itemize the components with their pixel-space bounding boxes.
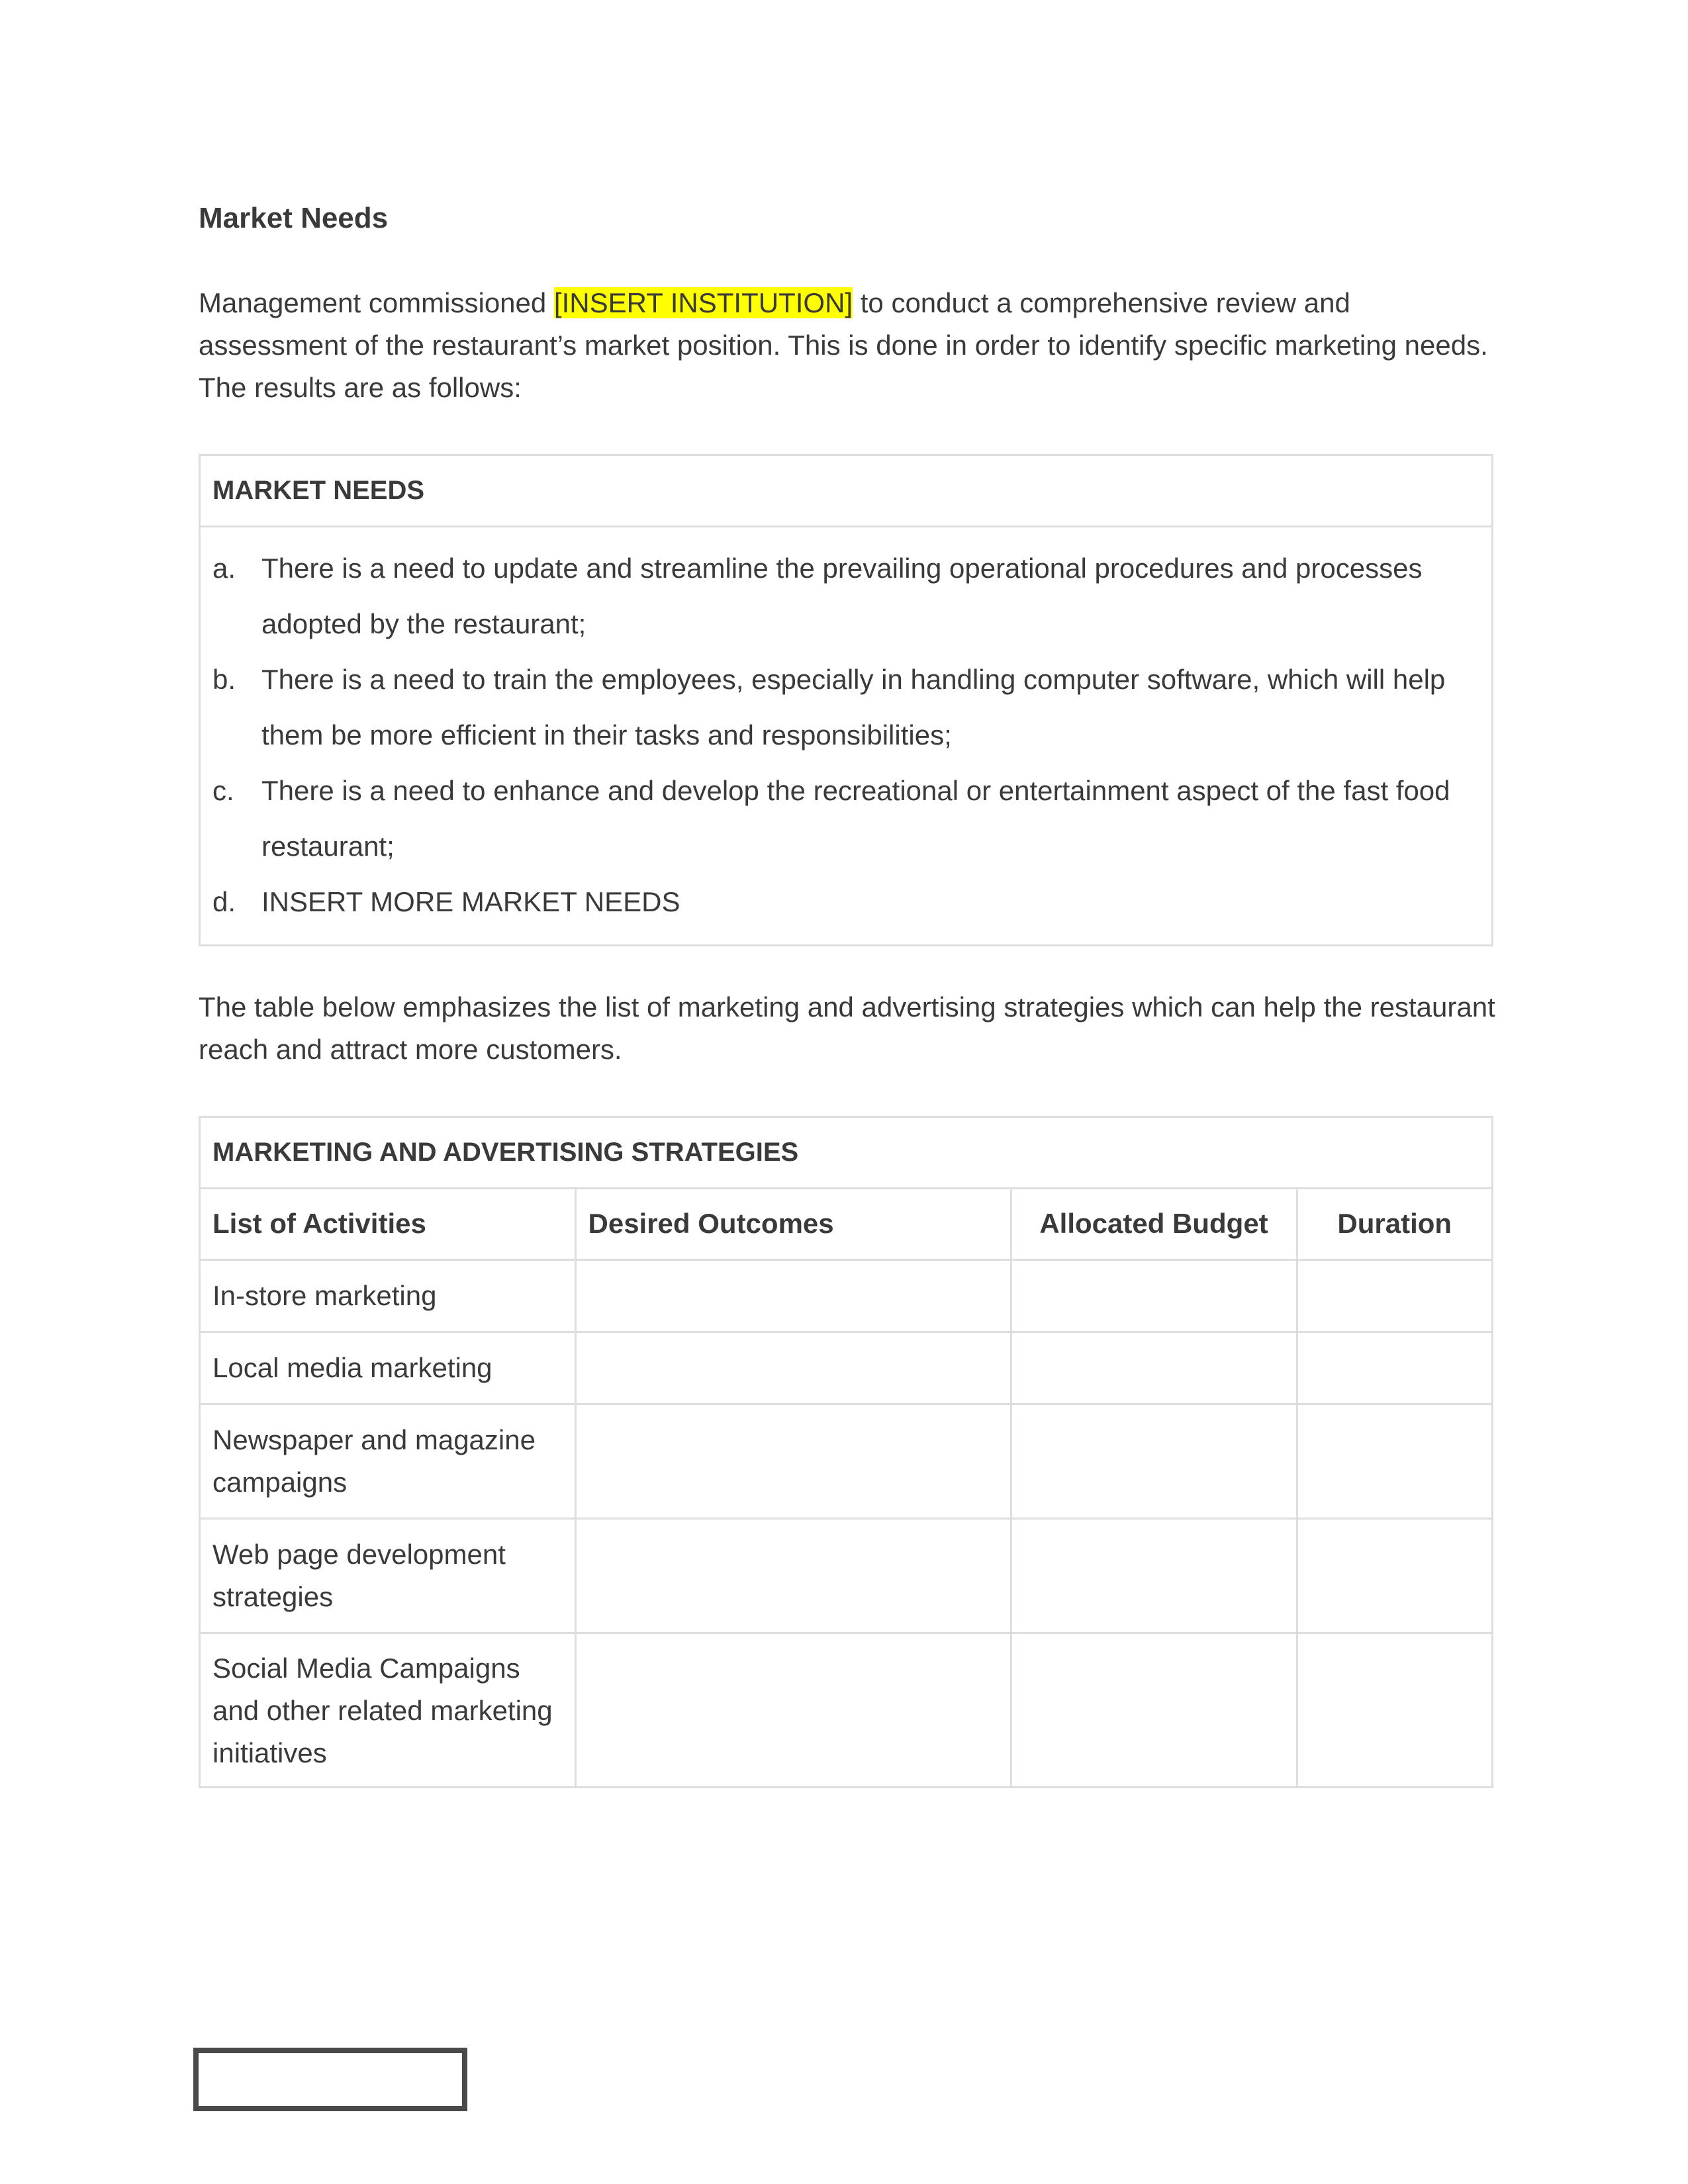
list-marker: c.	[212, 775, 234, 806]
intro-text-before: Management commissioned	[199, 287, 554, 318]
duration-cell[interactable]	[1297, 1633, 1491, 1788]
section-heading: Market Needs	[199, 202, 389, 234]
activity-cell: Newspaper and magazine campaigns	[201, 1404, 575, 1518]
table-row	[201, 1332, 1491, 1404]
list-item-text: INSERT MORE MARKET NEEDS	[261, 886, 680, 917]
budget-cell[interactable]	[1011, 1633, 1297, 1788]
column-header-budget: Allocated Budget	[1011, 1189, 1297, 1259]
duration-cell[interactable]	[1297, 1518, 1491, 1633]
list-item	[201, 763, 1491, 874]
activity-cell: Local media marketing	[201, 1332, 575, 1404]
list-item-text: There is a need to update and streamline the prevailing operational procedures and processes adopted by the restaurant;	[261, 553, 1423, 639]
intro-paragraph	[199, 282, 1496, 409]
activity-cell: In-store marketing	[201, 1259, 575, 1332]
column-header-duration: Duration	[1297, 1189, 1491, 1259]
activity-cell: Social Media Campaigns and other related marketing initiatives	[201, 1633, 575, 1788]
duration-cell[interactable]	[1297, 1332, 1491, 1404]
activity-cell: Web page development strategies	[201, 1518, 575, 1633]
market-needs-list	[201, 527, 1491, 930]
outcome-cell[interactable]	[575, 1404, 1011, 1518]
intro-text-after: to conduct a comprehensive review and assessment of the restaurant’s market position. This is done in order to identify specific marketing needs. The results are as follows:	[199, 287, 1488, 403]
list-item	[201, 874, 1491, 930]
list-marker: a.	[212, 553, 236, 584]
table-row	[201, 1259, 1491, 1332]
table-header-row	[201, 1189, 1491, 1259]
list-item	[201, 541, 1491, 652]
outcome-cell[interactable]	[575, 1332, 1011, 1404]
duration-cell[interactable]	[1297, 1259, 1491, 1332]
outcome-cell[interactable]	[575, 1633, 1011, 1788]
list-item-text: There is a need to train the employees, especially in handling computer software, which will help them be more efficient in their tasks and responsibilities;	[261, 664, 1446, 751]
budget-cell[interactable]	[1011, 1404, 1297, 1518]
empty-outlined-box	[193, 2048, 467, 2111]
table-row	[201, 1518, 1491, 1633]
list-item-text: There is a need to enhance and develop the recreational or entertainment aspect of the fast food restaurant;	[261, 775, 1450, 862]
strategies-table-box	[199, 1116, 1493, 1788]
column-header-outcomes: Desired Outcomes	[575, 1189, 1011, 1259]
table-row	[201, 1633, 1491, 1788]
list-marker: d.	[212, 886, 236, 917]
strategies-table	[201, 1189, 1491, 1788]
budget-cell[interactable]	[1011, 1332, 1297, 1404]
column-header-activities: List of Activities	[201, 1189, 575, 1259]
highlighted-placeholder: [INSERT INSTITUTION]	[553, 287, 853, 318]
market-needs-box	[199, 454, 1493, 946]
outcome-cell[interactable]	[575, 1518, 1011, 1633]
budget-cell[interactable]	[1011, 1259, 1297, 1332]
market-needs-title: MARKET NEEDS	[201, 456, 1491, 527]
table-row	[201, 1404, 1491, 1518]
list-marker: b.	[212, 664, 236, 695]
transition-paragraph: The table below emphasizes the list of marketing and advertising strategies which can help the restaurant reach and attract more customers.	[199, 991, 1495, 1065]
outcome-cell[interactable]	[575, 1259, 1011, 1332]
list-item	[201, 652, 1491, 763]
strategies-title: MARKETING AND ADVERTISING STRATEGIES	[201, 1118, 1491, 1189]
duration-cell[interactable]	[1297, 1404, 1491, 1518]
budget-cell[interactable]	[1011, 1518, 1297, 1633]
